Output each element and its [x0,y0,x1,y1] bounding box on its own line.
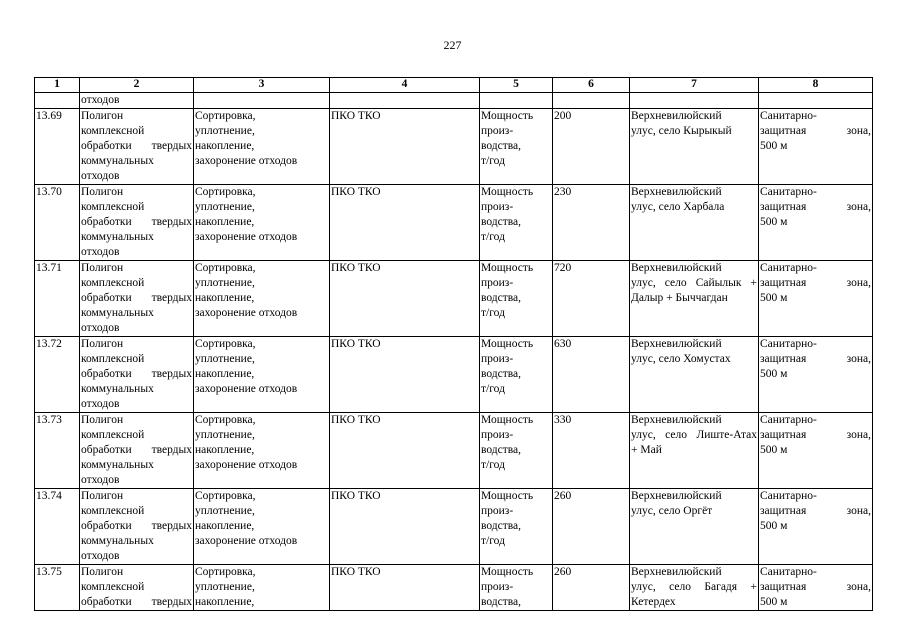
cell-text: т/год [481,155,505,167]
cell-zone [759,261,873,337]
cell-text: отходов [81,322,120,334]
cell-text: комплексной [81,277,145,289]
cell-text: улус, село Лиште-Атах [631,429,757,441]
cell-text: Сортировка, [195,338,256,350]
cell-text: ПКО ТКО [331,566,381,578]
cell-num [35,337,80,413]
cell-text: защитная зона, [760,581,871,593]
column-header: 1 [35,78,80,93]
cell-text: Сортировка, [195,490,256,502]
cell-capacity-label [480,93,553,109]
cell-type [330,93,480,109]
cell-capacity [553,185,630,261]
cell-text: отходов [81,170,120,182]
cell-capacity-label [480,565,553,611]
cell-location [630,185,759,261]
cell-text: 13.71 [36,262,62,274]
cell-capacity-label [480,185,553,261]
cell-capacity-label [480,337,553,413]
cell-object [80,185,194,261]
cell-text: Верхневилюйский [631,414,722,426]
cell-capacity [553,489,630,565]
cell-text: комплексной [81,201,145,213]
cell-text: накопление, [195,596,255,608]
cell-purpose [194,261,330,337]
cell-text: Сортировка, [195,414,256,426]
cell-purpose [194,93,330,109]
cell-text: 500 м [760,292,788,304]
cell-capacity-label [480,261,553,337]
cell-text: захоронение отходов [195,459,298,471]
column-header: 5 [480,78,553,93]
cell-text: уплотнение, [195,353,255,365]
cell-text: Далыр + Быччагдан [631,292,728,304]
column-header: 8 [759,78,873,93]
cell-text: 260 [554,566,572,578]
cell-text: защитная зона, [760,201,871,213]
cell-text: коммунальных [81,535,154,547]
cell-text: т/год [481,307,505,319]
cell-text: произ- [481,125,514,137]
table-row [35,565,873,611]
cell-text: 720 [554,262,572,274]
cell-text: отходов [81,398,120,410]
cell-text: защитная зона, [760,429,871,441]
cell-text: накопление, [195,216,255,228]
cell-type [330,261,480,337]
cell-text: 500 м [760,140,788,152]
cell-capacity-label [480,109,553,185]
cell-text: 500 м [760,444,788,456]
cell-text: отходов [81,94,120,106]
cell-text: улус, село Кырыкый [631,125,732,137]
cell-text: произ- [481,201,514,213]
cell-purpose [194,109,330,185]
cell-text: захоронение отходов [195,307,298,319]
page-number: 227 [443,38,462,52]
cell-text: 500 м [760,596,788,608]
cell-text: улус, село Оргёт [631,505,713,517]
cell-text: улус, село Хомустах [631,353,731,365]
cell-text: уплотнение, [195,125,255,137]
cell-text: ПКО ТКО [331,110,381,122]
cell-text: т/год [481,231,505,243]
cell-text: произ- [481,429,514,441]
cell-text: Мощность [481,338,534,350]
cell-text: водства, [481,444,522,456]
header-row [35,78,873,93]
cell-text: произ- [481,353,514,365]
cell-text: 13.73 [36,414,62,426]
table-row [35,413,873,489]
cell-text: Полигон [81,110,124,122]
cell-text: Санитарно- [760,490,817,502]
cell-text: обработки твердых [81,596,192,608]
cell-text: захоронение отходов [195,231,298,243]
cell-text: комплексной [81,429,145,441]
column-header: 2 [80,78,194,93]
cell-text: Сортировка, [195,110,256,122]
cell-location [630,337,759,413]
cell-text: защитная зона, [760,125,871,137]
cell-text: отходов [81,474,120,486]
cell-capacity [553,261,630,337]
table-row [35,337,873,413]
cell-text: водства, [481,140,522,152]
cell-text: Полигон [81,566,124,578]
cell-text: 630 [554,338,572,350]
cell-text: коммунальных [81,155,154,167]
cell-text: комплексной [81,581,145,593]
table-row [35,185,873,261]
cell-purpose [194,489,330,565]
cell-location [630,109,759,185]
cell-location [630,489,759,565]
cell-text: Верхневилюйский [631,110,722,122]
cell-capacity [553,109,630,185]
cell-object [80,93,194,109]
cell-text: Кетердех [631,596,676,608]
cell-location [630,93,759,109]
cell-text: накопление, [195,520,255,532]
cell-zone [759,413,873,489]
cell-zone [759,109,873,185]
cell-text: 500 м [760,368,788,380]
cell-text: защитная зона, [760,277,871,289]
cell-text: водства, [481,216,522,228]
cell-text: 500 м [760,216,788,228]
cell-text: уплотнение, [195,201,255,213]
cell-text: накопление, [195,444,255,456]
column-header: 6 [553,78,630,93]
cell-text: водства, [481,520,522,532]
cell-text: Полигон [81,490,124,502]
cell-text: коммунальных [81,231,154,243]
cell-text: т/год [481,535,505,547]
cell-text: обработки твердых [81,216,192,228]
cell-text: Полигон [81,414,124,426]
cell-text: ПКО ТКО [331,414,381,426]
cell-text: комплексной [81,353,145,365]
cell-text: накопление, [195,140,255,152]
cell-text: обработки твердых [81,368,192,380]
cell-text: комплексной [81,125,145,137]
cell-text: 230 [554,186,572,198]
cell-text: Санитарно- [760,110,817,122]
cell-text: Мощность [481,262,534,274]
cell-text: 13.69 [36,110,62,122]
cell-text: водства, [481,292,522,304]
cell-zone [759,489,873,565]
cell-text: 13.75 [36,566,62,578]
cell-text: захоронение отходов [195,535,298,547]
cell-zone [759,93,873,109]
cell-text: Верхневилюйский [631,566,722,578]
cell-text: захоронение отходов [195,383,298,395]
cell-text: 500 м [760,520,788,532]
cell-text: коммунальных [81,383,154,395]
cell-text: Санитарно- [760,414,817,426]
facilities-table [34,77,873,611]
cell-text: обработки твердых [81,292,192,304]
cell-location [630,565,759,611]
cell-location [630,261,759,337]
cell-location [630,413,759,489]
column-header: 4 [330,78,480,93]
cell-text: уплотнение, [195,581,255,593]
cell-text: ПКО ТКО [331,338,381,350]
cell-text: коммунальных [81,307,154,319]
cell-num [35,489,80,565]
cell-text: коммунальных [81,459,154,471]
cell-num [35,93,80,109]
cell-text: Полигон [81,262,124,274]
cell-purpose [194,413,330,489]
cell-capacity [553,337,630,413]
cell-text: защитная зона, [760,353,871,365]
cell-num [35,261,80,337]
cell-num [35,413,80,489]
cell-text: Мощность [481,110,534,122]
cell-purpose [194,337,330,413]
cell-text: улус, село Харбала [631,201,725,213]
cell-zone [759,185,873,261]
cell-object [80,413,194,489]
cell-text: Верхневилюйский [631,186,722,198]
cell-text: водства, [481,596,522,608]
cell-text: т/год [481,383,505,395]
table-row [35,489,873,565]
cell-text: Полигон [81,338,124,350]
cell-object [80,337,194,413]
column-header: 7 [630,78,759,93]
cell-text: 13.74 [36,490,62,502]
cell-text: ПКО ТКО [331,490,381,502]
cell-text: защитная зона, [760,505,871,517]
cell-text: Полигон [81,186,124,198]
cell-text: 200 [554,110,572,122]
cell-text: накопление, [195,292,255,304]
continuation-row [35,93,873,109]
cell-num [35,565,80,611]
cell-text: обработки твердых [81,444,192,456]
cell-text: улус, село Багадя + [631,581,757,593]
cell-text: Сортировка, [195,566,256,578]
cell-text: Верхневилюйский [631,490,722,502]
cell-text: накопление, [195,368,255,380]
cell-num [35,185,80,261]
cell-text: Санитарно- [760,566,817,578]
cell-type [330,565,480,611]
cell-purpose [194,565,330,611]
cell-text: 330 [554,414,572,426]
cell-capacity-label [480,489,553,565]
cell-text: отходов [81,246,120,258]
cell-text: 13.70 [36,186,62,198]
cell-text: Санитарно- [760,186,817,198]
cell-text: Мощность [481,414,534,426]
cell-object [80,261,194,337]
cell-type [330,109,480,185]
cell-object [80,109,194,185]
cell-text: обработки твердых [81,140,192,152]
cell-text: водства, [481,368,522,380]
cell-text: ПКО ТКО [331,186,381,198]
cell-text: Мощность [481,490,534,502]
cell-text: обработки твердых [81,520,192,532]
cell-capacity [553,93,630,109]
table-body [35,93,873,611]
cell-text: произ- [481,505,514,517]
cell-text: 260 [554,490,572,502]
table-row [35,261,873,337]
cell-type [330,489,480,565]
cell-text: уплотнение, [195,429,255,441]
cell-text: улус, село Сайылык + [631,277,757,289]
cell-object [80,565,194,611]
cell-capacity-label [480,413,553,489]
cell-type [330,185,480,261]
cell-text: Сортировка, [195,262,256,274]
cell-text: произ- [481,277,514,289]
cell-text: произ- [481,581,514,593]
table-row [35,109,873,185]
cell-text: уплотнение, [195,277,255,289]
cell-text: 13.72 [36,338,62,350]
cell-text: захоронение отходов [195,155,298,167]
cell-zone [759,565,873,611]
cell-num [35,109,80,185]
cell-text: ПКО ТКО [331,262,381,274]
cell-text: Верхневилюйский [631,262,722,274]
cell-zone [759,337,873,413]
cell-object [80,489,194,565]
cell-text: Мощность [481,186,534,198]
cell-capacity [553,413,630,489]
cell-text: уплотнение, [195,505,255,517]
cell-text: Сортировка, [195,186,256,198]
cell-text: т/год [481,459,505,471]
cell-text: отходов [81,550,120,562]
cell-text: комплексной [81,505,145,517]
cell-type [330,337,480,413]
cell-type [330,413,480,489]
cell-text: + Май [631,444,662,456]
column-header: 3 [194,78,330,93]
cell-capacity [553,565,630,611]
cell-text: Санитарно- [760,338,817,350]
cell-text: Верхневилюйский [631,338,722,350]
cell-text: Мощность [481,566,534,578]
cell-text: Санитарно- [760,262,817,274]
cell-purpose [194,185,330,261]
